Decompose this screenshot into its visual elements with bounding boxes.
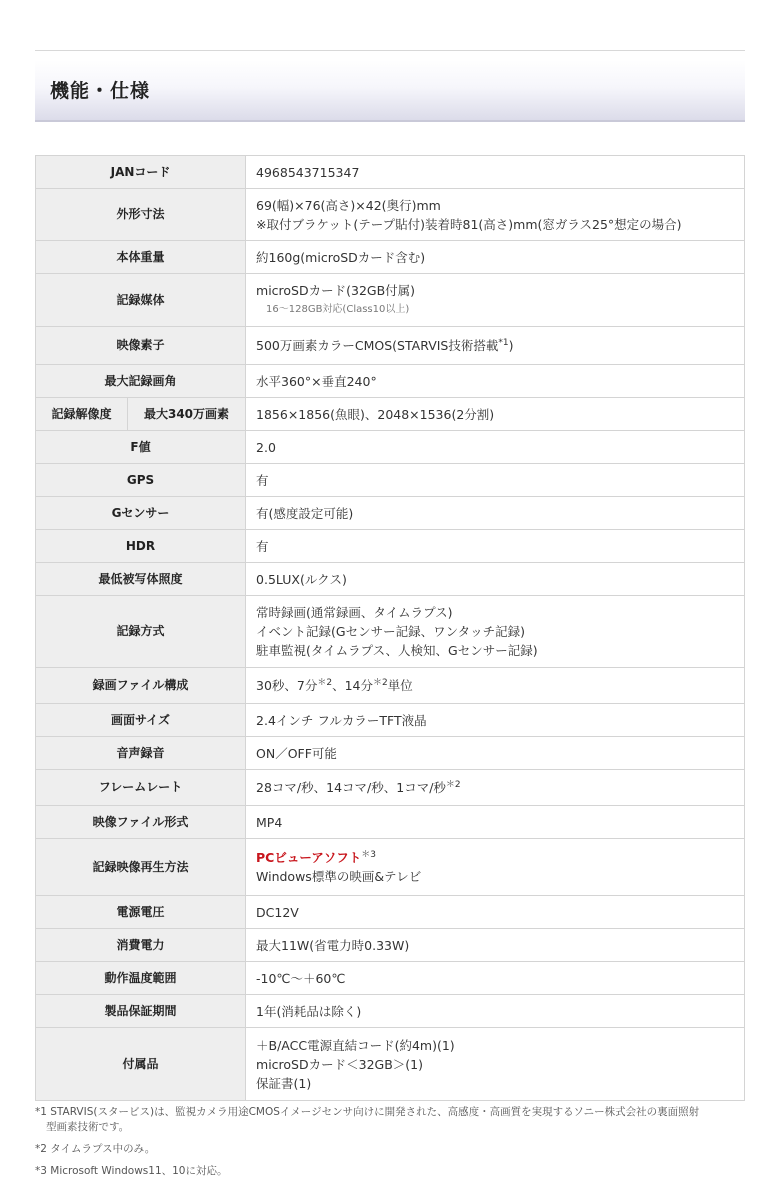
spec-label: 付属品 bbox=[36, 1028, 246, 1101]
spec-value: 有 bbox=[246, 530, 745, 563]
table-row bbox=[36, 995, 745, 1028]
spec-value: 2.4インチ フルカラーTFT液晶 bbox=[246, 704, 745, 737]
table-row bbox=[36, 704, 745, 737]
spec-value-line: ※取付ブラケット(テープ貼付)装着時81(高さ)mm(窓ガラス25°想定の場合) bbox=[256, 216, 682, 232]
table-row bbox=[36, 896, 745, 929]
table-row bbox=[36, 431, 745, 464]
spec-label: 録画ファイル構成 bbox=[36, 668, 246, 704]
spec-value-text: 30秒、7分 bbox=[256, 678, 318, 693]
spec-value: 2.0 bbox=[246, 431, 745, 464]
spec-label: 動作温度範囲 bbox=[36, 962, 246, 995]
table-row bbox=[36, 1028, 745, 1101]
table-row bbox=[36, 398, 745, 431]
table-row bbox=[36, 563, 745, 596]
footnote-ref: *1 bbox=[498, 337, 509, 348]
spec-label: 製品保証期間 bbox=[36, 995, 246, 1028]
spec-label: 記録方式 bbox=[36, 596, 246, 668]
spec-value bbox=[246, 327, 745, 365]
section-header bbox=[35, 60, 745, 122]
spec-value-line: 常時録画(通常録画、タイムラプス) bbox=[256, 605, 453, 620]
table-row bbox=[36, 274, 745, 327]
table-row bbox=[36, 929, 745, 962]
spec-label: フレームレート bbox=[36, 770, 246, 806]
footnote-ref: ＊2 bbox=[445, 779, 461, 790]
spec-value: 最大11W(省電力時0.33W) bbox=[246, 929, 745, 962]
table-row bbox=[36, 668, 745, 704]
spec-value-text: 500万画素カラーCMOS(STARVIS技術搭載 bbox=[256, 338, 499, 353]
spec-value-line: microSDカード(32GB付属) bbox=[256, 283, 416, 298]
footnote-ref: ＊2 bbox=[317, 677, 333, 688]
footnote-ref: ＊2 bbox=[373, 677, 388, 688]
spec-value: ON／OFF可能 bbox=[246, 737, 745, 770]
spec-value: 1年(消耗品は除く) bbox=[246, 995, 745, 1028]
footnote-text: *1 STARVIS(スタービス)は、監視カメラ用途CMOSイメージセンサ向けに開発された、高感度・高画質を実現するソニー株式会社の裏面照射 bbox=[35, 1106, 700, 1118]
spec-label: HDR bbox=[36, 530, 246, 563]
viewer-software-link[interactable]: PCビューアソフト bbox=[256, 850, 362, 865]
spec-value-line: 69(幅)×76(高さ)×42(奥行)mm bbox=[256, 197, 441, 213]
spec-value: 1856×1856(魚眼)、2048×1536(2分割) bbox=[246, 398, 745, 431]
table-row bbox=[36, 839, 745, 896]
spec-value: 4968543715347 bbox=[246, 156, 745, 189]
spec-label: 電源電圧 bbox=[36, 896, 246, 929]
spec-label: 記録解像度 bbox=[36, 398, 128, 431]
footnote-text: 型画素技術です。 bbox=[46, 1121, 130, 1133]
table-row bbox=[36, 156, 745, 189]
spec-value bbox=[246, 839, 745, 896]
spec-label: JANコード bbox=[36, 156, 246, 189]
table-row bbox=[36, 530, 745, 563]
footnote-1 bbox=[35, 1105, 750, 1135]
spec-label: 本体重量 bbox=[36, 241, 246, 274]
table-row bbox=[36, 962, 745, 995]
spec-value bbox=[246, 274, 745, 327]
spec-label: 映像素子 bbox=[36, 327, 246, 365]
spec-label: 映像ファイル形式 bbox=[36, 806, 246, 839]
spec-label: 記録媒体 bbox=[36, 274, 246, 327]
table-row bbox=[36, 596, 745, 668]
section-title: 機能・仕様 bbox=[50, 80, 151, 102]
spec-label: GPS bbox=[36, 464, 246, 497]
table-row bbox=[36, 806, 745, 839]
table-row bbox=[36, 189, 745, 241]
footnote-ref: ＊3 bbox=[361, 849, 376, 860]
spec-note: 16～128GB対応(Class10以上) bbox=[266, 304, 410, 315]
spec-value: 有 bbox=[246, 464, 745, 497]
spec-value-line: 駐車監視(タイムラプス、人検知、Gセンサー記録) bbox=[256, 643, 538, 658]
spec-label: 最大記録画角 bbox=[36, 365, 246, 398]
spec-sublabel: 最大340万画素 bbox=[128, 398, 246, 431]
spec-value bbox=[246, 596, 745, 668]
spec-value: 有(感度設定可能) bbox=[246, 497, 745, 530]
spec-value-line: microSDカード＜32GB＞(1) bbox=[256, 1056, 423, 1072]
spec-value-text: 、14分 bbox=[332, 678, 374, 693]
spec-label: 記録映像再生方法 bbox=[36, 839, 246, 896]
table-row bbox=[36, 497, 745, 530]
footnote-3: *3 Microsoft Windows11、10に対応。 bbox=[35, 1165, 228, 1177]
spec-label: Gセンサー bbox=[36, 497, 246, 530]
spec-value bbox=[246, 1028, 745, 1101]
spec-value: 水平360°×垂直240° bbox=[246, 365, 745, 398]
spec-label: 外形寸法 bbox=[36, 189, 246, 241]
table-row bbox=[36, 464, 745, 497]
table-row bbox=[36, 365, 745, 398]
spec-value: 0.5LUX(ルクス) bbox=[246, 563, 745, 596]
spec-value: 約160g(microSDカード含む) bbox=[246, 241, 745, 274]
spec-label: 消費電力 bbox=[36, 929, 246, 962]
spec-value-line: Windows標準の映画&テレビ bbox=[256, 869, 422, 884]
spec-value-text: 28コマ/秒、14コマ/秒、1コマ/秒 bbox=[256, 780, 446, 795]
spec-value-line: イベント記録(Gセンサー記録、ワンタッチ記録) bbox=[256, 624, 525, 639]
spec-value: MP4 bbox=[246, 806, 745, 839]
spec-value-line: 保証書(1) bbox=[256, 1075, 312, 1091]
table-row bbox=[36, 327, 745, 365]
footnotes bbox=[35, 1105, 750, 1186]
top-divider bbox=[35, 50, 745, 51]
spec-label: 最低被写体照度 bbox=[36, 563, 246, 596]
spec-value: DC12V bbox=[246, 896, 745, 929]
spec-value bbox=[246, 189, 745, 241]
spec-label: 画面サイズ bbox=[36, 704, 246, 737]
table-row bbox=[36, 770, 745, 806]
spec-value-text: 単位 bbox=[387, 678, 413, 693]
spec-label: F値 bbox=[36, 431, 246, 464]
spec-value-text: ) bbox=[508, 338, 514, 353]
footnote-2: *2 タイムラプス中のみ。 bbox=[35, 1143, 156, 1155]
spec-value bbox=[246, 770, 745, 806]
spec-value: -10℃～＋60℃ bbox=[246, 962, 745, 995]
table-row bbox=[36, 737, 745, 770]
table-row bbox=[36, 241, 745, 274]
spec-table bbox=[35, 155, 745, 1101]
spec-value bbox=[246, 668, 745, 704]
spec-value-line: ＋B/ACC電源直結コード(約4m)(1) bbox=[256, 1037, 455, 1053]
spec-label: 音声録音 bbox=[36, 737, 246, 770]
